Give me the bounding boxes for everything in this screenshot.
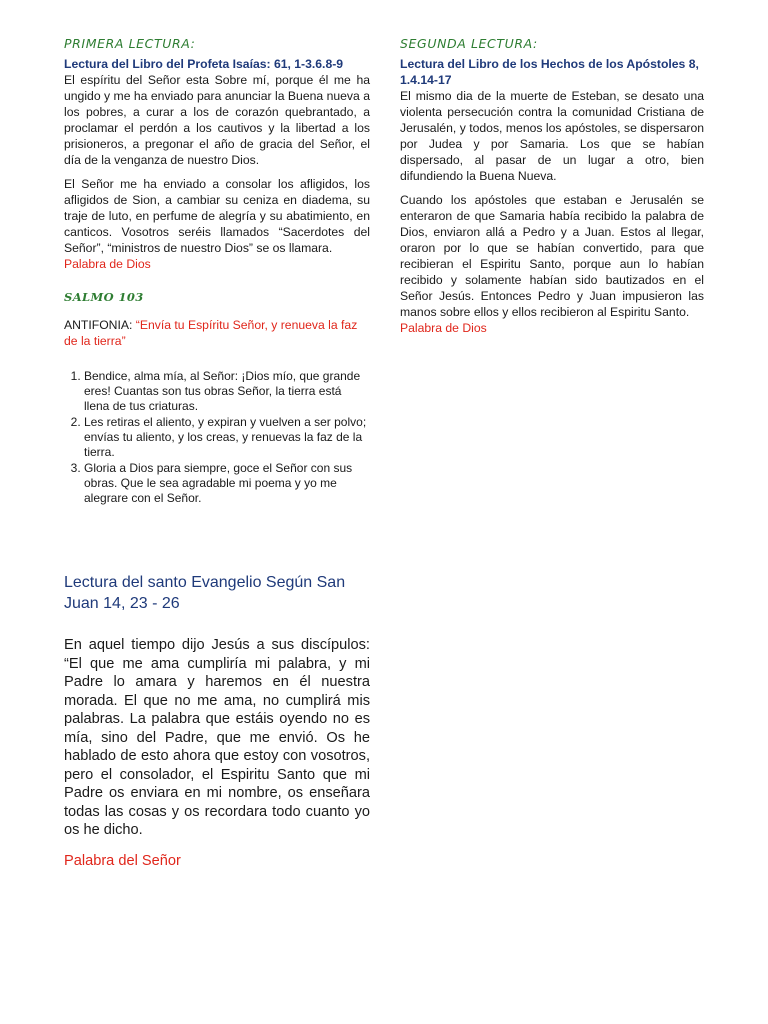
antifona-text: “Envía tu Espíritu Señor, y renueva la faz de la tierra” [64,318,358,348]
segunda-lectura-closing: Palabra de Dios [400,321,487,335]
segunda-lectura-paragraph-2: Cuando los apóstoles que estaban e Jerusalén se enteraron de que Samaria había recibido la palabra de Dios, enviaron allá a Pedro y a Juan. Estos al llegar, oraron por lo que se habían convertido, para que recibieran el Espiritu Santo, porque aun lo habían recibido y solamente habían sido bautizados en el Señor Jesús. Entonces Pedro y Juan impusieron las manos sobre ellos y ellos recibieron al Espiritu Santo. [400,193,704,319]
segunda-lectura-section [400,36,704,336]
evangelio-title: Lectura del santo Evangelio Según San Juan 14, 23 - 26 [64,574,346,612]
segunda-lectura-heading: SEGUNDA LECTURA: [400,36,538,51]
primera-lectura-paragraph-2: El Señor me ha enviado a consolar los afligidos, los afligidos de Sion, a cambiar su ceniza en diadema, su traje de luto, en perfume de alegría y su abatimiento, en canticos. Vosotros seréis llamados “Sacerdotes del Señor”, “ministros de nuestro Dios” se os llamara. [64,177,370,255]
salmo-heading: SALMO 103 [64,290,144,304]
psalm-verse: 1. Bendice, alma mía, al Señor: ¡Dios mío, que grande eres! Cuantas son tus obras Señor, la tierra está llena de tus criaturas. [84,369,370,414]
segunda-lectura-paragraph-1: El mismo dia de la muerte de Esteban, se desato una violenta persecución contra la comunidad Cristiana de Jerusalén, y todos, menos los apóstoles, se dispersaron por Judea y por Samaria. Los que se habían dispersado, al pasar de un lugar a otro, bien difundiendo la Buena Nueva. [400,89,704,183]
psalm-verse-list [64,369,370,506]
segunda-lectura-title: Lectura del Libro de los Hechos de los Apóstoles 8, 1.4.14-17 [400,57,699,87]
antifona [64,317,370,349]
primera-lectura-title: Lectura del Libro del Profeta Isaías: 61, 1-3.6.8-9 [64,57,344,71]
evangelio-body: En aquel tiempo dijo Jesús a sus discípulos: “El que me ama cumpliría mi palabra, y mi Padre lo amara y haremos en él nuestra morada. El que no me ama, no cumplirá mis palabras. La palabra que estáis oyendo no es mía, sino del Padre, que me envió. Os he hablado de esto ahora que estoy con vosotros, pero el consolador, el Espiritu Santo que mi Padre os enviara en mi nombre, os enseñara todas las cosas y os recordara todo cuanto yo os he dicho. [64,637,370,838]
antifona-label: ANTIFONIA: [64,318,136,332]
psalm-verse: 2. Les retiras el aliento, y expiran y vuelven a ser polvo; envías tu aliento, y los creas, y renuevas la faz de la tierra. [84,415,370,460]
psalm-verse: 3. Gloria a Dios para siempre, goce el Señor con sus obras. Que le sea agradable mi poema y yo me alegrare con el Señor. [84,461,370,506]
primera-lectura-closing: Palabra de Dios [64,257,151,271]
evangelio-section [64,572,370,870]
evangelio-closing: Palabra del Señor [64,852,181,869]
primera-lectura-section [64,36,370,507]
primera-lectura-paragraph-1: El espíritu del Señor esta Sobre mí, porque él me ha ungido y me ha enviado para anunciar la Buena nueva a los pobres, a curar a los de corazón quebrantado, a proclamar el perdón a los cautivos y la libertad a los prisioneros, a pregonar el año de gracia del Señor, el día de la venganza de nuestro Dios. [64,73,370,167]
primera-lectura-heading: PRIMERA LECTURA: [64,36,196,51]
